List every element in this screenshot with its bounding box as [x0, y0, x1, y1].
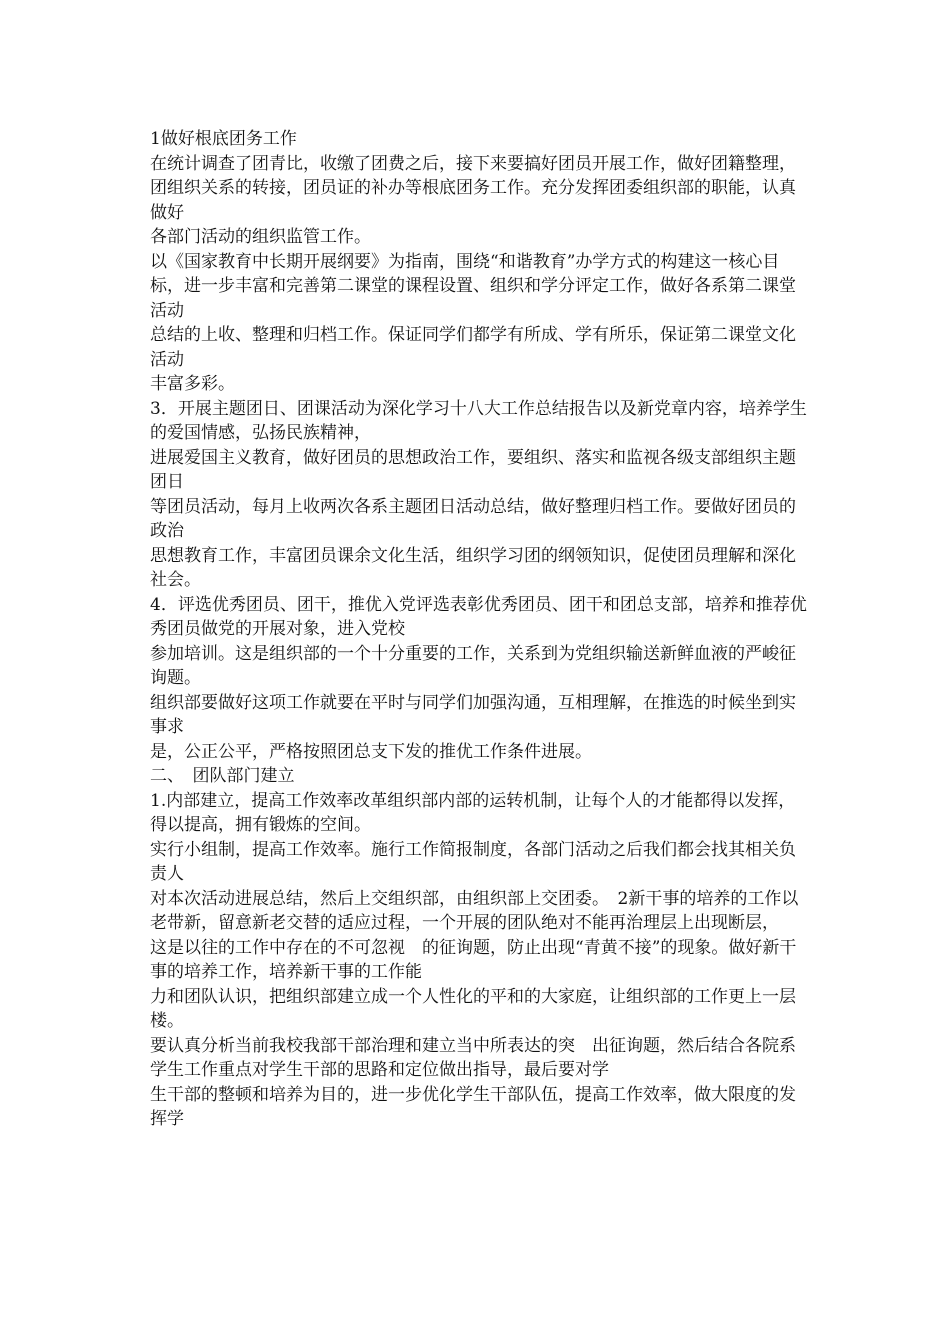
paragraph-line: 思想教育工作，丰富团员课余文化生活，组织学习团的纲领知识，促使团员理解和深化社会。 — [150, 545, 796, 590]
document-body — [150, 127, 810, 1132]
paragraph-line: 在统计调查了团青比，收缴了团费之后，接下来要搞好团员开展工作，做好团籍整理， — [150, 153, 796, 174]
paragraph-line: 对本次活动进展总结，然后上交组织部，由组织部上交团委。 2新干事的培养的工作以老带新，留意新老交替的适应过程，一个开展的团队绝对不能再治理层上出现断层， — [150, 888, 799, 933]
numbered-item-3: 3．开展主题团日、团课活动为深化学习十八大工作总结报告以及新党章内容，培养学生的爱国情感，弘扬民族精神， — [150, 398, 807, 443]
section-heading: 1做好根底团务工作 — [150, 129, 297, 149]
paragraph-line: 等团员活动，每月上收两次各系主题团日活动总结，做好整理归档工作。要做好团员的政治 — [150, 496, 796, 541]
numbered-item-4: 4．评选优秀团员、团干，推优入党评选表彰优秀团员、团干和团总支部，培养和推荐优秀团员做党的开展对象，进入党校 — [150, 594, 807, 639]
paragraph-line: 标，进一步丰富和完善第二课堂的课程设置、组织和学分评定工作，做好各系第二课堂活动 — [150, 276, 796, 321]
paragraph-line: 丰富多彩。 — [150, 374, 235, 394]
paragraph-line: 各部门活动的组织监管工作。 — [150, 227, 371, 247]
section-heading: 二、 团队部门建立 — [150, 766, 295, 786]
paragraph-line: 实行小组制，提高工作效率。施行工作简报制度，各部门活动之后我们都会找其相关负责人 — [150, 839, 796, 884]
numbered-item-1: 1.内部建立，提高工作效率改革组织部内部的运转机制，让每个人的才能都得以发挥，得以提高，拥有锻炼的空间。 — [150, 790, 796, 835]
paragraph-line: 力和团队认识，把组织部建立成一个人性化的平和的大家庭，让组织部的工作更上一层楼。 — [150, 986, 796, 1031]
paragraph-line: 总结的上收、整理和归档工作。保证同学们都学有所成、学有所乐，保证第二课堂文化活动 — [150, 325, 796, 370]
paragraph-line: 以《国家教育中长期开展纲要》为指南，围绕“和谐教育”办学方式的构建这一核心目 — [150, 251, 780, 272]
paragraph-line: 参加培训。这是组织部的一个十分重要的工作，关系到为党组织输送新鲜血液的严峻征询题。 — [150, 643, 796, 688]
paragraph-line: 是，公正公平，严格按照团总支下发的推优工作条件进展。 — [150, 741, 592, 762]
paragraph-line: 组织部要做好这项工作就要在平时与同学们加强沟通，互相理解，在推选的时候坐到实事求 — [150, 692, 796, 737]
paragraph-line: 这是以往的工作中存在的不可忽视 的征询题，防止出现“青黄不接”的现象。做好新干事的培养工作，培养新干事的工作能 — [150, 937, 797, 982]
paragraph-line: 团组织关系的转接，团员证的补办等根底团务工作。充分发挥团委组织部的职能，认真做好 — [150, 178, 796, 223]
paragraph-line: 生干部的整顿和培养为目的，进一步优化学生干部队伍，提高工作效率，做大限度的发挥学 — [150, 1084, 796, 1129]
paragraph-line: 进展爱国主义教育，做好团员的思想政治工作，要组织、落实和监视各级支部组织主题团日 — [150, 447, 796, 492]
paragraph-line: 要认真分析当前我校我部干部治理和建立当中所表达的突 出征询题，然后结合各院系学生工作重点对学生干部的思路和定位做出指导，最后要对学 — [150, 1035, 796, 1080]
